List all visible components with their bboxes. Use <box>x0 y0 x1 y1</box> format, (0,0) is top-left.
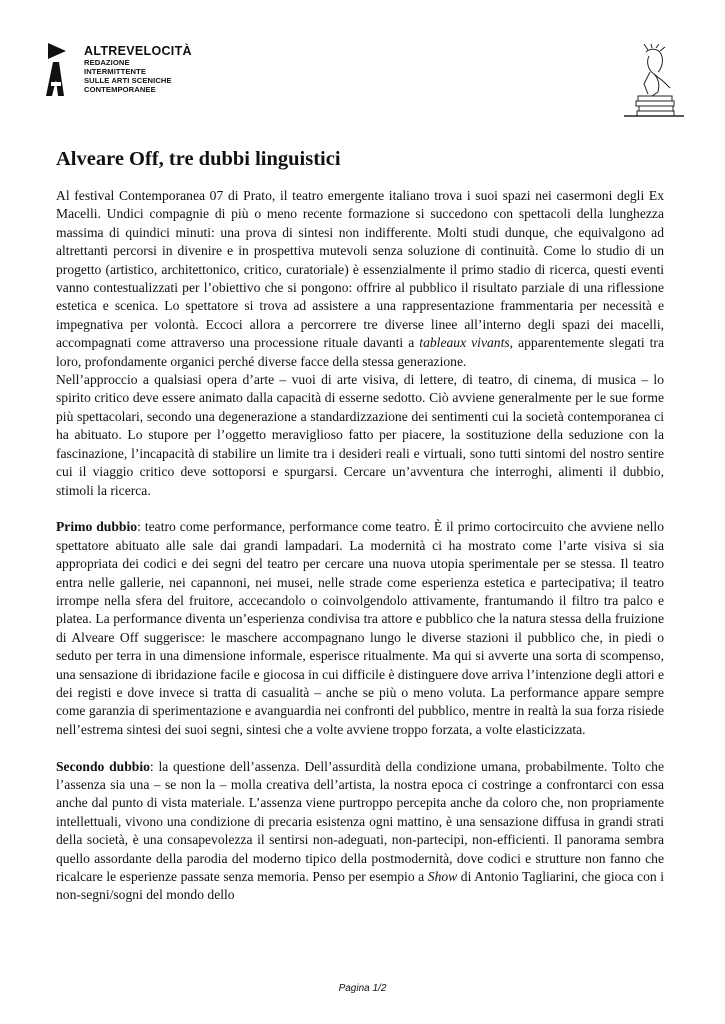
brand-line: INTERMITTENTE <box>84 67 147 76</box>
brand-line: REDAZIONE <box>84 58 130 67</box>
brand-line: SULLE ARTI SCENICHE <box>84 76 172 85</box>
altrevelocita-logo-icon <box>44 40 84 106</box>
brand-block <box>84 45 192 94</box>
figure-sitting-on-books-icon <box>624 44 684 122</box>
paragraph-primo-dubbio: Primo dubbio: teatro come performance, performance come teatro. È il primo cortocircuito che avviene nello spettatore abituato alle sale dai grandi lampadari. La modernità ci ha mostrato come l’arte visiva si sia appropriata dei codici e dei segni del teatro per cercare una nuova utopia sperimentale per se stessa. Il teatro entra nelle gallerie, nei capannoni, nei musei, nelle strade come esperienza estetica e partecipativa; il teatro irrompe nella sfera del fruitore, accecandolo o coinvolgendolo attivamente, frantumando il filtro tra palco e platea. La performance diventa un’esperienza condivisa tra attore e pubblico che la natura stessa della fruizione di Alveare Off suggerisce: le maschere accompagnano lungo le diverse stazioni il pubblico che, in piedi o seduto per terra in una dimensione informale, esperisce ritualmente. Ma qui si avverte una sorta di scompenso, una sensazione di ibridazione facile e giocosa in cui difficile è distinguere dove arriva l’intenzione degli attori e dei registi e dove invece si tratta di casualità – anche se più o meno voluta. La performance appare sempre come garanzia di sperimentazione e avanguardia nei confronti del pubblico, mentre in realtà la sua forza risiede nell’estrema sintesi dei suoi segni, sintesi che a volte avviene troppo forzata, a volte elasticizzata. <box>56 519 664 737</box>
italic-title: Show <box>427 869 458 884</box>
article-title: Alveare Off, tre dubbi linguistici <box>56 148 341 170</box>
italic-term: tableaux vivants <box>419 335 510 351</box>
page-number: Pagina 1/2 <box>338 983 387 994</box>
brand-line: CONTEMPORANEE <box>84 85 156 94</box>
brand-name: ALTREVELOCITÀ <box>84 44 192 58</box>
section-label: Primo dubbio <box>56 519 138 535</box>
page-header <box>44 40 684 120</box>
section-label: Secondo dubbio <box>56 758 150 774</box>
paragraph-secondo-dubbio: Secondo dubbio: la questione dell’assenza. Dell’assurdità della condizione umana, probabilmente. Tolto che l’assenza sia una – se non la – molla creativa dell’artista, la nostra epoca ci costringe a confrontarci con essa anche dal punto di vista materiale. L’assenza viene purtroppo percepita anche da coloro che, non propriamente intellettuali, vivono una condizione di precaria esistenza ogni mattino, è una sensazione diffusa in grandi strati della società, è una consapevolezza il sentirsi non-adeguati, non-partecipi, non-efficienti. Il panorama sembra quello assordante della parodia del moderno tipico della postmodernità, dove codici e strutture non fanno che ricalcare le esperienze passate senza memoria. Penso per esempio a Show di Antonio Tagliarini, che gioca con i non-segni/sogni del mondo dello <box>56 758 664 903</box>
article-body <box>56 187 664 905</box>
paragraph-critical-approach: Nell’approccio a qualsiasi opera d’arte – vuoi di arte visiva, di lettere, di teatro, di cinema, di musica – lo spirito critico deve essere animato dalla capacità di esserne sedotto. Ciò avviene generalmente per le sue forme più spettacolari, secondo una degenerazione a standardizzazione dei sentimenti cui la società contemporanea ci ha abituato. Lo stupore per l’oggetto meraviglioso fatto per piacere, la sostituzione della seduzione con la fascinazione, l’incapacità di stabilire un limite tra i desideri reali e virtuali, sono tutti sintomi del nostro sentire cui il viaggio critico deve sottoporsi e spurgarsi. Cercare un’avventura che interroghi, alimenti il dubbio, stimoli la ricerca. <box>56 372 664 498</box>
paragraph-intro: Al festival Contemporanea 07 di Prato, il teatro emergente italiano trova i suoi spazi nei casermoni degli Ex Macelli. Undici compagnie di più o meno recente formazione si succedono con spettacoli della lunghezza massima di quindici minuti: una prova di sintesi non indifferente. Molti studi dunque, che equivalgono ad altrettanti percorsi in divenire e in prospettiva mutevoli senza soluzione di continuità. Come lo studio di un progetto (artistico, architettonico, critico, curatoriale) è essenzialmente il primo stadio di ricerca, questi eventi vanno contestualizzati per l’obiettivo che si pongono: offrire al pubblico il risultato parziale di una riflessione estetica e scenica. Lo spettatore si trova ad assistere a una rappresentazione frammentaria per necessità e impegnativa per volontà. Eccoci allora a percorrere tre diverse linee all’interno degli spazi dei macelli, accompagnati come attraverso una processione rituale davanti a tableaux vivants, apparentemente slegati tra loro, profondamente organici perché diverse facce della stessa generazione. <box>56 188 664 369</box>
